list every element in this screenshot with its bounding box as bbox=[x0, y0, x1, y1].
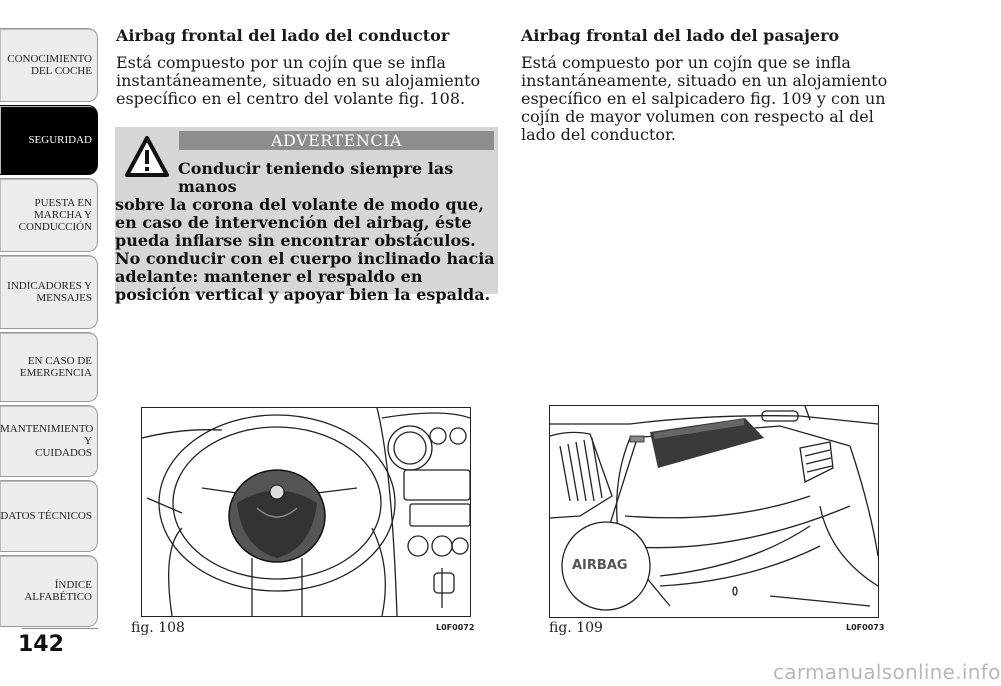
page-number: 142 bbox=[18, 632, 64, 657]
dashboard-illustration bbox=[550, 406, 878, 617]
tab-indice-alfabetico[interactable] bbox=[0, 555, 98, 627]
warning-text bbox=[115, 160, 495, 304]
figure-caption: fig. 109 bbox=[549, 620, 603, 636]
steering-wheel-illustration bbox=[142, 408, 470, 616]
right-column bbox=[521, 26, 906, 144]
warning-title: ADVERTENCIA bbox=[179, 131, 494, 150]
tab-puesta-en-marcha[interactable] bbox=[0, 178, 98, 252]
section-heading: Airbag frontal del lado del conductor bbox=[116, 26, 450, 45]
tab-seguridad[interactable] bbox=[0, 105, 98, 175]
tab-label: SEGURIDAD bbox=[28, 134, 92, 146]
tab-label: INDICADORES Y MENSAJES bbox=[7, 280, 92, 304]
tab-label: DATOS TÉCNICOS bbox=[0, 510, 92, 522]
figure-steering-wheel bbox=[141, 407, 471, 617]
airbag-label: AIRBAG bbox=[572, 558, 628, 573]
section-body: Está compuesto por un cojín que se infla instantáneamente, situado en un alojamiento específico en el salpicadero fig. 109 y con un cojín de mayor volumen con respecto al del lado del conductor. bbox=[521, 53, 888, 144]
figure-caption: fig. 108 bbox=[131, 620, 185, 636]
tab-label: ÍNDICE ALFABÉTICO bbox=[24, 579, 92, 603]
figure-code: L0F0072 bbox=[436, 623, 475, 632]
warning-line-1: Conducir teniendo siempre las manos bbox=[178, 159, 454, 196]
section-body: Está compuesto por un cojín que se infla instantáneamente, situado en su alojamiento específico en el centro del volante fig. 108. bbox=[116, 53, 481, 108]
tab-conocimiento-del-coche[interactable] bbox=[0, 28, 98, 102]
section-heading: Airbag frontal del lado del pasajero bbox=[521, 26, 840, 45]
tab-label: EN CASO DE EMERGENCIA bbox=[19, 355, 92, 379]
figure-code: L0F0073 bbox=[846, 623, 885, 632]
tab-mantenimiento[interactable] bbox=[0, 405, 98, 477]
tab-indicadores[interactable] bbox=[0, 255, 98, 329]
warning-box bbox=[115, 127, 498, 304]
tab-en-caso-de-emergencia[interactable] bbox=[0, 332, 98, 402]
tab-label: PUESTA EN MARCHA Y CONDUCCIÓN bbox=[18, 197, 92, 233]
figure-dashboard bbox=[549, 405, 879, 618]
watermark: carmanualsonline.info bbox=[773, 660, 1001, 684]
tab-datos-tecnicos[interactable] bbox=[0, 480, 98, 552]
warning-rest: sobre la corona del volante de modo que, en caso de intervención del airbag, éste pueda inflarse sin encontrar obstáculos. No conducir con el cuerpo inclinado hacia adelante: mantener el respaldo en posición vertical y apoyar bien la espalda. bbox=[115, 195, 495, 304]
tab-label: CONOCIMIENTO DEL COCHE bbox=[7, 53, 92, 77]
tab-label: MANTENIMIENTO Y CUIDADOS bbox=[0, 423, 94, 459]
left-column bbox=[116, 26, 496, 108]
divider bbox=[22, 628, 98, 629]
